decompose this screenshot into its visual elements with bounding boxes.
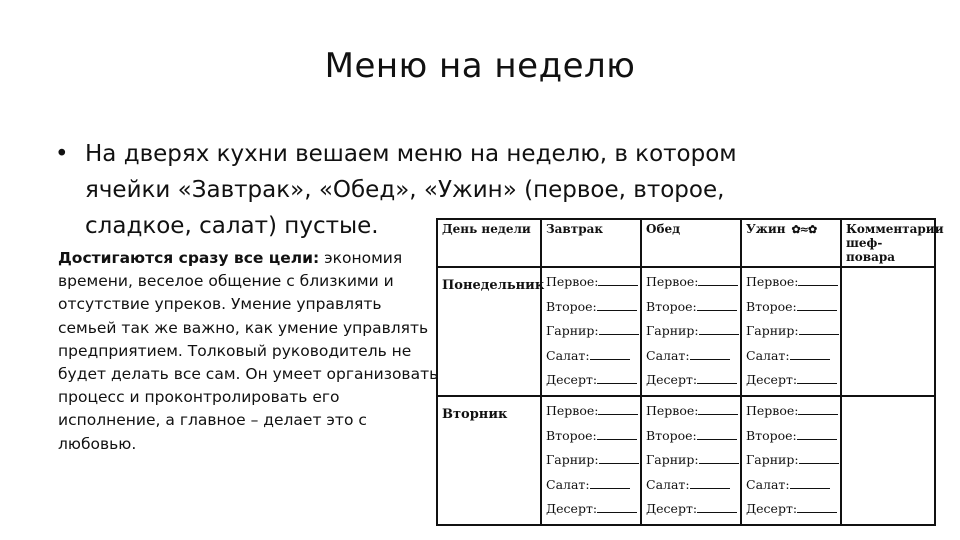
meal-line bbox=[546, 497, 636, 522]
blank-field bbox=[798, 271, 838, 286]
meal-label: Второе: bbox=[746, 298, 797, 314]
blank-field bbox=[597, 369, 637, 384]
slide-title: Меню на неделю bbox=[324, 46, 636, 86]
blank-field bbox=[599, 320, 639, 335]
meal-line bbox=[546, 448, 636, 473]
blank-field bbox=[698, 400, 738, 415]
meal-label: Гарнир: bbox=[546, 452, 599, 468]
meal-line bbox=[546, 399, 636, 424]
blank-field bbox=[699, 320, 739, 335]
meal-line bbox=[746, 448, 836, 473]
blank-field bbox=[697, 498, 737, 513]
meal-line bbox=[546, 424, 636, 449]
blank-field bbox=[698, 271, 738, 286]
blank-field bbox=[690, 474, 730, 489]
meal-label: Десерт: bbox=[546, 501, 598, 517]
blank-field bbox=[597, 296, 637, 311]
blank-field bbox=[590, 474, 630, 489]
meal-line bbox=[546, 473, 636, 498]
blank-field bbox=[597, 425, 637, 440]
meal-line bbox=[746, 295, 836, 320]
meal-line bbox=[646, 270, 736, 295]
meal-line bbox=[746, 319, 836, 344]
header-breakfast: Завтрак bbox=[541, 219, 641, 267]
blank-field bbox=[699, 449, 739, 464]
meal-line bbox=[546, 295, 636, 320]
description-paragraph bbox=[58, 247, 440, 456]
meal-line bbox=[646, 368, 736, 393]
meal-line bbox=[646, 424, 736, 449]
meal-label: Первое: bbox=[546, 274, 599, 289]
meal-label: Гарнир: bbox=[646, 452, 699, 468]
meal-label: Второе: bbox=[746, 427, 797, 443]
meal-line bbox=[546, 270, 636, 295]
meal-line bbox=[646, 344, 736, 369]
blank-field bbox=[598, 400, 638, 415]
header-dinner-label: Ужин bbox=[746, 222, 786, 236]
meal-label: Десерт: bbox=[646, 501, 698, 517]
meal-label: Салат: bbox=[746, 476, 790, 492]
meal-line bbox=[646, 295, 736, 320]
meal-label: Гарнир: bbox=[746, 323, 799, 339]
meal-label: Второе: bbox=[646, 298, 697, 314]
header-day: День недели bbox=[437, 219, 541, 267]
cell-mon-breakfast bbox=[541, 267, 641, 396]
meal-line bbox=[546, 319, 636, 344]
blank-field bbox=[797, 369, 837, 384]
meal-label: Второе: bbox=[646, 427, 697, 443]
blank-field bbox=[799, 320, 839, 335]
meal-line bbox=[646, 473, 736, 498]
meal-label: Первое: bbox=[746, 274, 799, 289]
meal-label: Гарнир: bbox=[746, 452, 799, 468]
meal-label: Салат: bbox=[646, 476, 690, 492]
blank-field bbox=[598, 271, 638, 286]
doodle-icon: ✿≈✿ bbox=[791, 223, 817, 236]
day-monday: Понедельник bbox=[437, 267, 541, 396]
blank-field bbox=[790, 474, 830, 489]
blank-field bbox=[690, 345, 730, 360]
meal-label: Салат: bbox=[746, 347, 790, 363]
meal-line bbox=[546, 344, 636, 369]
meal-label: Салат: bbox=[546, 347, 590, 363]
meal-line bbox=[746, 497, 836, 522]
blank-field bbox=[797, 425, 837, 440]
meal-label: Первое: bbox=[646, 402, 699, 418]
meal-line bbox=[746, 424, 836, 449]
header-lunch: Обед bbox=[641, 219, 741, 267]
meal-line bbox=[746, 344, 836, 369]
meal-line bbox=[546, 368, 636, 393]
cell-tue-comments bbox=[841, 396, 935, 525]
meal-label: Первое: bbox=[746, 402, 799, 418]
meal-label: Второе: bbox=[546, 427, 597, 443]
cell-tue-lunch bbox=[641, 396, 741, 525]
blank-field bbox=[790, 345, 830, 360]
meal-label: Десерт: bbox=[546, 372, 598, 388]
paragraph-lead: Достигаются сразу все цели: bbox=[58, 249, 320, 267]
meal-line bbox=[646, 399, 736, 424]
cell-mon-lunch bbox=[641, 267, 741, 396]
meal-line bbox=[746, 270, 836, 295]
meal-label: Гарнир: bbox=[546, 323, 599, 339]
paragraph-body: экономия времени, веселое общение с близкими и отсутствие упреков. Умение управлять семьей так же важно, как умение управлять предприятием. Толковый руководитель не будет делать все сам. Он умеет организовать процесс и проконтролировать его исполнение, а главное – делает это с любовью. bbox=[58, 249, 439, 453]
cell-mon-comments bbox=[841, 267, 935, 396]
meal-line bbox=[746, 368, 836, 393]
meal-label: Гарнир: bbox=[646, 323, 699, 339]
meal-label: Второе: bbox=[546, 298, 597, 314]
weekly-menu-table bbox=[436, 218, 944, 518]
blank-field bbox=[797, 498, 837, 513]
meal-line bbox=[646, 448, 736, 473]
meal-label: Десерт: bbox=[746, 372, 798, 388]
meal-label: Десерт: bbox=[746, 501, 798, 517]
meal-line bbox=[746, 473, 836, 498]
cell-tue-dinner bbox=[741, 396, 841, 525]
meal-label: Первое: bbox=[646, 274, 699, 289]
blank-field bbox=[798, 400, 838, 415]
blank-field bbox=[697, 425, 737, 440]
day-tuesday: Вторник bbox=[437, 396, 541, 525]
blank-field bbox=[799, 449, 839, 464]
meal-label: Первое: bbox=[546, 402, 599, 418]
meal-label: Салат: bbox=[546, 476, 590, 492]
bullet-dot: • bbox=[55, 141, 69, 167]
meal-label: Салат: bbox=[646, 347, 690, 363]
blank-field bbox=[797, 296, 837, 311]
header-dinner bbox=[741, 219, 841, 267]
cell-mon-dinner bbox=[741, 267, 841, 396]
meal-line bbox=[646, 319, 736, 344]
blank-field bbox=[590, 345, 630, 360]
blank-field bbox=[697, 369, 737, 384]
blank-field bbox=[597, 498, 637, 513]
meal-line bbox=[646, 497, 736, 522]
meal-line bbox=[746, 399, 836, 424]
header-comments: Комментарии шеф-повара bbox=[841, 219, 935, 267]
blank-field bbox=[599, 449, 639, 464]
cell-tue-breakfast bbox=[541, 396, 641, 525]
meal-label: Десерт: bbox=[646, 372, 698, 388]
bullet-text: На дверях кухни вешаем меню на неделю, в котором ячейки «Завтрак», «Обед», «Ужин» (первое, второе, сладкое, салат) пустые. bbox=[85, 141, 737, 239]
blank-field bbox=[697, 296, 737, 311]
